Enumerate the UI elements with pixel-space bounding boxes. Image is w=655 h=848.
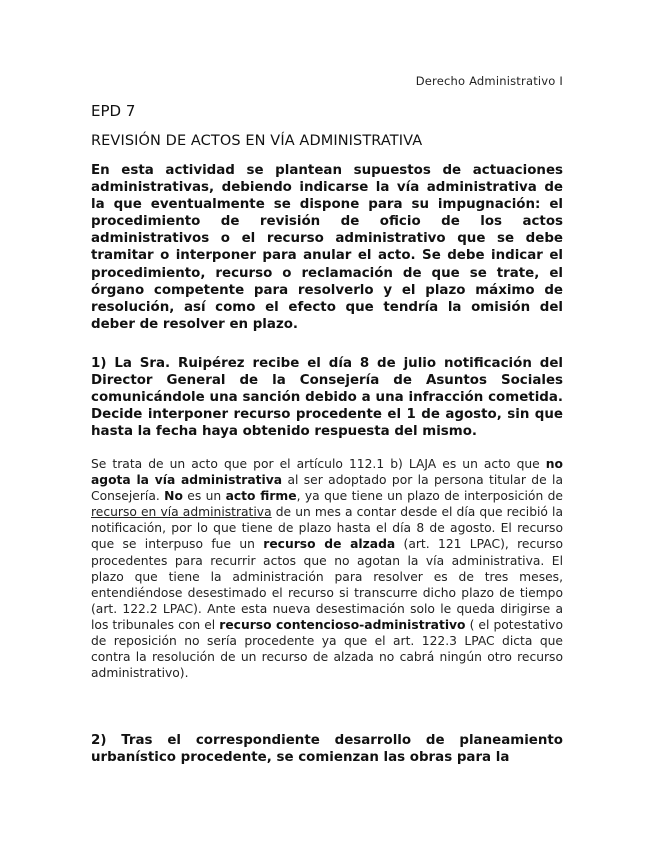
answer-bold: No xyxy=(164,489,183,504)
answer-bold: no agota la vía administrativa xyxy=(91,457,563,488)
answer-text: ( el potestativo de reposición no sería procedente ya que el art. 122.3 LPAC dicta que contra la resolución de un recurso de alzada no cabrá ningún otro recurso administrativo). xyxy=(91,617,563,681)
answer-underline: recurso en vía administrativa xyxy=(91,505,272,520)
answer-text: de un mes a contar desde el día que recibió la notificación, por lo que tiene de plazo hasta el día 8 de agosto. El recurso que se interpuso fue un xyxy=(91,505,563,552)
answer-bold: recurso contencioso-administrativo xyxy=(219,617,466,632)
answer-bold: acto firme xyxy=(225,489,297,504)
document-title: REVISIÓN DE ACTOS EN VÍA ADMINISTRATIVA xyxy=(91,133,423,149)
intro-paragraph: En esta actividad se plantean supuestos de actuaciones administrativas, debiendo indicarse la vía administrativa de la que eventualmente se dispone para su impugnación: el procedimiento de revisión de oficio de los actos administrativos o el recurso administrativo que se debe tramitar o interponer para anular el acto. Se debe indicar el procedimiento, recurso o reclamación de que se trate, el órgano competente para resolverlo y el plazo máximo de resolución, así como el efecto que tendría la omisión del deber de resolver en plazo. xyxy=(91,163,563,332)
answer-text: al ser adoptado por la persona titular de la Consejería. xyxy=(91,473,563,504)
answer-bold: recurso de alzada xyxy=(263,537,396,552)
answer-1 xyxy=(91,456,563,681)
question-2: 2) Tras el correspondiente desarrollo de planeamiento urbanístico procedente, se comienzan las obras para la xyxy=(91,733,563,766)
answer-text: es un xyxy=(182,489,226,504)
course-header: Derecho Administrativo I xyxy=(415,74,563,88)
answer-text: (art. 121 LPAC), recurso procedentes para recurrir actos que no agotan la vía administrativa. El plazo que tiene la administración para resolver es de tres meses, entendiéndose desestimado el recurso si transcurre dicho plazo de tiempo (art. 122.2 LPAC). Ante esta nueva desestimación solo le queda dirigirse a los tribunales con el xyxy=(91,537,563,632)
question-1: 1) La Sra. Ruipérez recibe el día 8 de julio notificación del Director General de la Consejería de Asuntos Sociales comunicándole una sanción debido a una infracción cometida. Decide interponer recurso procedente el 1 de agosto, sin que hasta la fecha haya obtenido respuesta del mismo. xyxy=(91,356,563,440)
activity-code: EPD 7 xyxy=(91,102,136,120)
answer-text: , ya que tiene un plazo de interposición de xyxy=(296,489,563,504)
answer-text: Se trata de un acto que por el artículo 112.1 b) LAJA es un acto que xyxy=(91,457,546,471)
